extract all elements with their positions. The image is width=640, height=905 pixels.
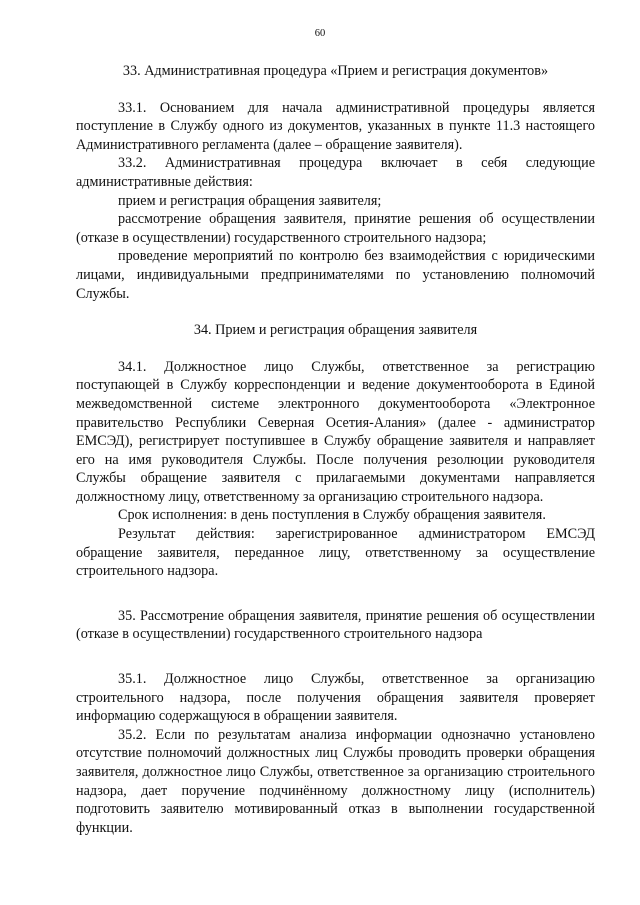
section-33-paragraph-2: 33.2. Административная процедура включает в себя следующие административные действия: bbox=[76, 155, 595, 190]
section-34-heading: 34. Прием и регистрация обращения заявителя bbox=[193, 322, 478, 339]
section-33-list-item-3: проведение мероприятий по контролю без взаимодействия с юридическими лицами, индивидуальными предпринимателями по установлению полномочий Службы. bbox=[76, 248, 595, 302]
section-35-paragraph-2: 35.2. Если по результатам анализа информации однозначно установлено отсутствие полномочий должностных лиц Службы проводить проверки обращения заявителя, должностное лицо Службы, ответственное за организацию строительного надзора, дает поручение подчинённому должностному лицу (исполнитель) подготовить заявителю мотивированный отказ в выполнении государственной функции. bbox=[76, 726, 595, 836]
page-number: 60 bbox=[314, 28, 326, 39]
section-33-list-item-2: рассмотрение обращения заявителя, принятие решения об осуществлении (отказе в осуществлении) государственного строительного надзора; bbox=[76, 211, 595, 246]
section-34-paragraph-3: Результат действия: зарегистрированное администратором ЕМСЭД обращение заявителя, переданное лицу, ответственному за осуществление строительного надзора. bbox=[76, 526, 595, 580]
section-34-paragraph-2: Срок исполнения: в день поступления в Службу обращения заявителя. bbox=[118, 507, 546, 524]
section-33-list-item-1: прием и регистрация обращения заявителя; bbox=[118, 192, 382, 209]
section-35-paragraph-1: 35.1. Должностное лицо Службы, ответственное за организацию строительного надзора, после получения обращения заявителя проверяет информацию содержащуюся в обращении заявителя. bbox=[76, 671, 595, 725]
section-34-paragraph-1: 34.1. Должностное лицо Службы, ответственное за регистрацию поступающей в Службу корреспонденции и ведение документооборота в Единой межведомственной системе электронного документооборота «Электронное правительство Республики Северная Осетия-Алания» (далее - администратор ЕМСЭД), регистрирует поступившее в Службу обращение заявителя и направляет его на имя руководителя Службы. После получения резолюции руководителя Службы обращение заявителя с прилагаемыми документами направляется должностному лицу, ответственному за организацию строительного надзора. bbox=[76, 358, 595, 505]
section-33-paragraph-1: 33.1. Основанием для начала административной процедуры является поступление в Службу одного из документов, указанных в пункте 11.3 настоящего Административного регламента (далее – обращение заявителя). bbox=[76, 99, 595, 153]
document-body bbox=[76, 62, 595, 837]
section-33-heading: 33. Административная процедура «Прием и регистрация документов» bbox=[122, 63, 549, 79]
section-35-heading: 35. Рассмотрение обращения заявителя, принятие решения об осуществлении (отказе в осуществлении) государственного строительного надзора bbox=[76, 607, 595, 643]
